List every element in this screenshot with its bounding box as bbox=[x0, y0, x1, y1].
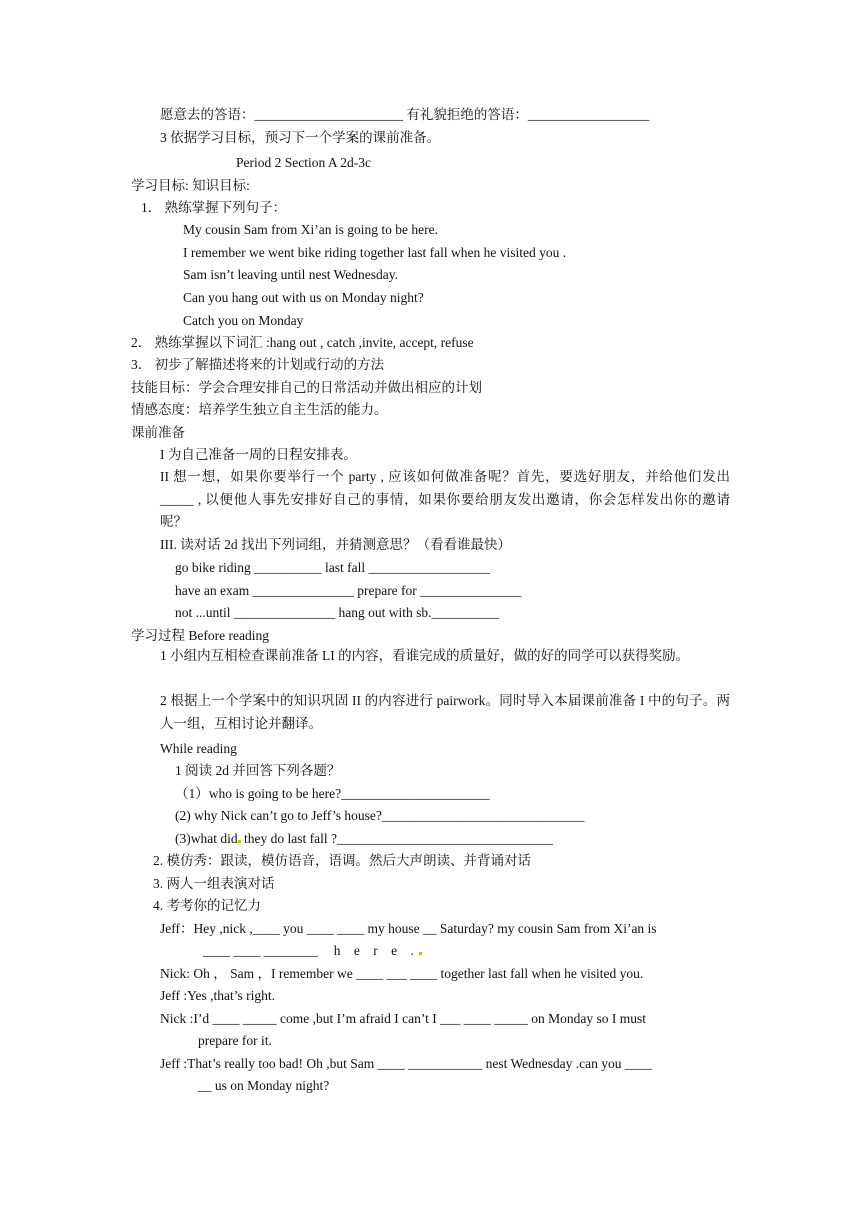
task-2: 2. 模仿秀：跟读，模仿语音，语调。然后大声朗读、并背诵对话 bbox=[153, 853, 531, 868]
attitude-objective: 情感态度：培养学生独立自主生活的能力。 bbox=[131, 402, 388, 417]
dialog-jeff-2: Jeff :Yes ,that’s right. bbox=[160, 988, 276, 1003]
preparation-heading: 课前准备 bbox=[131, 425, 185, 440]
reading-task-1: 1 阅读 2d 并回答下列各题？ bbox=[175, 763, 341, 778]
prep-item-2: II 想一想，如果你要举行一个 party , 应该如何做准备呢？首先，要选好朋友，并给他们发出_____ , 以便他人事先安排好自己的事情，如果你要给朋友发出邀请，你会怎样发出你的邀请呢？ bbox=[160, 469, 730, 529]
answer-blanks-line: 愿意去的答语：______________________ 有礼貌拒绝的答语：__________________ bbox=[160, 107, 650, 122]
dialog-jeff-1: Jeff：Hey ,nick ,____ you ____ ____ my house __ Saturday? my cousin Sam from Xi’an is bbox=[160, 921, 657, 936]
sentence-5: Catch you on Monday bbox=[183, 313, 304, 328]
sentence-3: Sam isn’t leaving until nest Wednesday. bbox=[183, 267, 399, 282]
phrase-row-3: not ...until _______________ hang out with sb.__________ bbox=[175, 605, 499, 620]
dialog-nick-1: Nick: Oh ， Sam ，I remember we ____ ___ ____ together last fall when he visited you. bbox=[160, 966, 644, 981]
blanks: ____ ____ ________ bbox=[203, 943, 318, 958]
period-title: Period 2 Section A 2d-3c bbox=[236, 155, 371, 170]
question-2: (2) why Nick can’t go to Jeff’s house?______________________________ bbox=[175, 808, 585, 823]
sentence-4: Can you hang out with us on Monday night? bbox=[183, 290, 424, 305]
objective-1: 1． 熟练掌握下列句子： bbox=[141, 200, 287, 215]
dialog-nick-2: Nick :I’d ____ _____ come ,but I’m afraid I can’t I ___ ____ _____ on Monday so I must bbox=[160, 1011, 647, 1026]
here-word: h e r e . bbox=[333, 943, 419, 958]
highlight-mark-2 bbox=[419, 952, 422, 955]
sentence-2: I remember we went bike riding together last fall when he visited you . bbox=[183, 245, 567, 260]
preview-instruction: 3 依据学习目标，预习下一个学案的课前准备。 bbox=[160, 130, 441, 145]
question-3-start: (3)what did bbox=[175, 831, 238, 846]
question-3 bbox=[175, 830, 553, 848]
objectives-heading: 学习目标: 知识目标: bbox=[131, 178, 250, 193]
objective-2: 2． 熟练掌握以下词汇 :hang out , catch ,invite, accept, refuse bbox=[131, 335, 474, 350]
phrase-row-2: have an exam _______________ prepare for _______________ bbox=[175, 583, 522, 598]
process-item-2: 2 根据上一个学案中的知识巩固 II 的内容进行 pairwork。同时导入本届课前准备 I 中的句子。两人一组，互相讨论并翻译。 bbox=[160, 693, 730, 731]
dialog-nick-2-cont: prepare for it. bbox=[198, 1033, 272, 1048]
process-heading: 学习过程 Before reading bbox=[131, 628, 269, 643]
objective-3: 3． 初步了解描述将来的计划或行动的方法 bbox=[131, 357, 385, 372]
task-4: 4. 考考你的记忆力 bbox=[153, 898, 261, 913]
while-reading-heading: While reading bbox=[160, 741, 237, 756]
dialog-jeff-3: Jeff :That’s really too bad! Oh ,but Sam ____ ___________ nest Wednesday .can you ____ bbox=[160, 1056, 652, 1071]
process-item-1: 1 小组内互相检查课前准备 LI 的内容，看谁完成的质量好，做的好的同学可以获得奖励。 bbox=[160, 648, 690, 663]
sentence-1: My cousin Sam from Xi’an is going to be here. bbox=[183, 222, 438, 237]
prep-item-3: III. 读对话 2d 找出下列词组，并猜测意思？（看看谁最快） bbox=[160, 537, 511, 552]
dialog-jeff-1-cont bbox=[203, 942, 422, 960]
question-1: （1）who is going to be here?______________________ bbox=[175, 786, 490, 801]
phrase-row-1: go bike riding __________ last fall __________________ bbox=[175, 560, 490, 575]
dialog-jeff-3-cont: __ us on Monday night? bbox=[198, 1078, 330, 1093]
skill-objective: 技能目标：学会合理安排自己的日常活动并做出相应的计划 bbox=[131, 380, 482, 395]
prep-item-1: I 为自己准备一周的日程安排表。 bbox=[160, 447, 357, 462]
question-3-end: they do last fall ?________________________________ bbox=[240, 831, 553, 846]
task-3: 3. 两人一组表演对话 bbox=[153, 876, 275, 891]
